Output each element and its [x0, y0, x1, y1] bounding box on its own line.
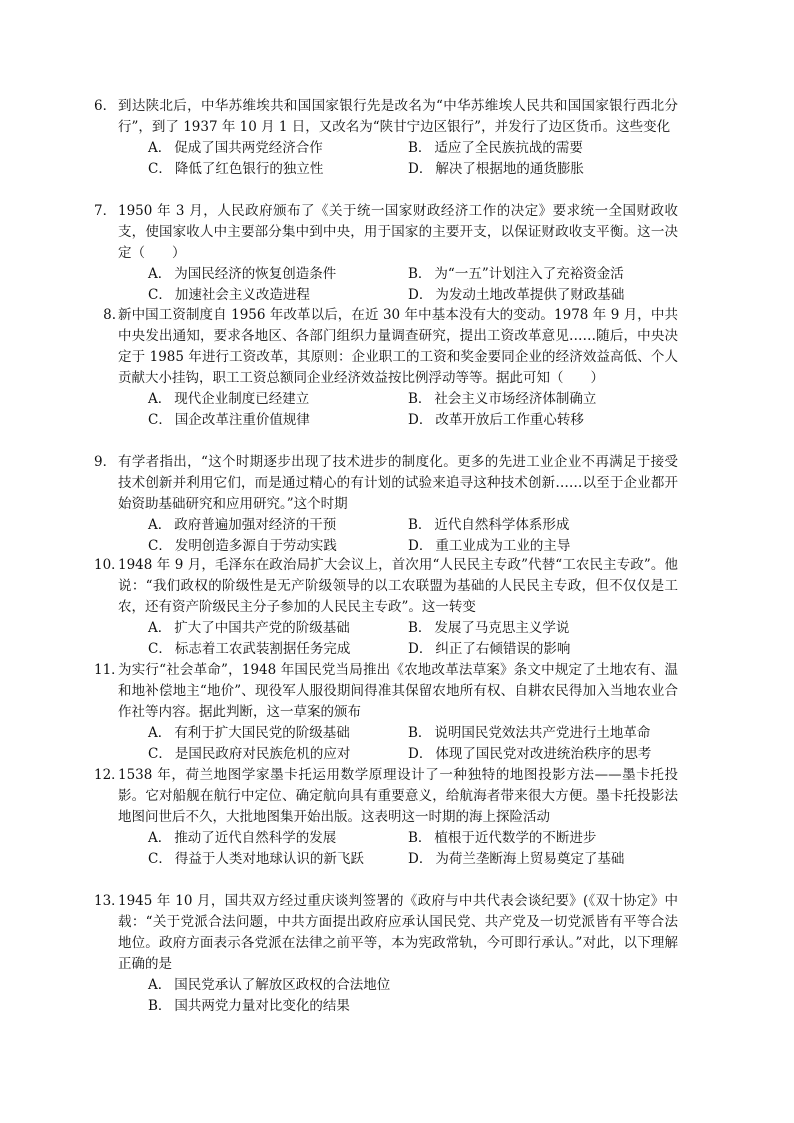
option-c: C． 发明创造多源自于劳动实践 — [148, 538, 337, 554]
option-b: B． 说明国民党效法共产党进行土地革命 — [408, 725, 651, 741]
option-c: C． 标志着工农武装割据任务完成 — [148, 641, 351, 657]
option-b: B． 发展了马克思主义学说 — [408, 620, 570, 636]
option-list — [148, 975, 678, 1017]
question-9 — [94, 452, 678, 557]
option-a: A． 现代企业制度已经建立 — [148, 391, 310, 407]
option-a: A． 推动了近代自然科学的发展 — [148, 830, 337, 846]
option-list — [148, 618, 678, 660]
question-number: 13． — [94, 893, 125, 909]
option-a: A． 国民党承认了解放区政权的合法地位 — [148, 977, 391, 993]
question-stem: 1948 年 9 月，毛泽东在政治局扩大会议上，首次用“人民民主专政”代替“工农民主专政”。他说：“我们政权的阶级性是无产阶级领导的以工农联盟为基础的人民民主专政，但不仅仅是工农，还有资产阶级民主分子参加的人民民主专政”。这一转变 — [118, 557, 678, 615]
option-c: C． 国企改革注重价值规律 — [148, 412, 310, 428]
option-b: B． 为“一五”计划注入了充裕资金活 — [408, 266, 624, 282]
question-number: 11． — [94, 662, 125, 678]
option-a: A． 有利于扩大国民党的阶级基础 — [148, 725, 350, 741]
question-8 — [103, 305, 678, 431]
question-10 — [94, 555, 678, 660]
question-stem: 为实行“社会革命”，1948 年国民党当局推出《农地改革法草案》条文中规定了土地农有、温和地补偿地主“地价”、现役军人服役期间得准其保留农地所有权、自耕农民得加入当地农业合作社等内容。据此判断，这一草案的颁布 — [118, 662, 678, 720]
question-stem: 新中国工资制度自 1956 年改革以后，在近 30 年中基本没有大的变动。1978 年 9 月，中共中央发出通知，要求各地区、各部门组织力量调查研究，提出工资改革意见……随后，中央决定于 1985 年进行工资改革，其原则：企业职工的工资和奖金要同企业的经济效益高低、个人贡献大小挂钩，职工工资总额同企业经济效益按比例浮动等等。据此可知（ ） — [118, 307, 678, 386]
option-a: A． 政府普遍加强对经济的干预 — [148, 517, 337, 533]
question-stem: 有学者指出，“这个时期逐步出现了技术进步的制度化。更多的先进工业企业不再满足于接受技术创新并利用它们，而是通过精心的有计划的试验来追寻这种技术创新……以至于企业都开始资助基础研究和应用研究。”这个时期 — [118, 454, 678, 512]
question-stem: 1945 年 10 月，国共双方经过重庆谈判签署的《政府与中共代表会谈纪要》(《双十协定》中载：“关于党派合法问题，中共方面提出政府应承认国民党、共产党及一切党派皆有平等合法地位。政府方面表示各党派在法律之前平等，本为宪政常轨，今可即行承认。”对此，以下理解正确的是 — [118, 893, 678, 972]
option-list — [148, 723, 678, 765]
question-stem: 1950 年 3 月，人民政府颁布了《关于统一国家财政经济工作的决定》要求统一全国财政收支，使国家收人中主要部分集中到中央，用于国家的主要开支，以保证财政收支平衡。这一决定（ ） — [118, 203, 678, 261]
option-d: D． 解决了根据地的通货膨胀 — [408, 161, 584, 177]
option-b: B． 植根于近代数学的不断进步 — [408, 830, 597, 846]
question-stem: 到达陕北后，中华苏维埃共和国国家银行先是改名为“中华苏维埃人民共和国国家银行西北分行”，到了 1937 年 10 月 1 日，又改名为“陕甘宁边区银行”，并发行了边区货币。这些变化 — [118, 98, 678, 135]
option-list — [148, 264, 678, 306]
option-d: D． 重工业成为工业的主导 — [408, 538, 571, 554]
question-7 — [94, 201, 678, 306]
option-c: C． 得益于人类对地球认识的新飞跃 — [148, 851, 364, 867]
question-stem: 1538 年，荷兰地图学家墨卡托运用数学原理设计了一种独特的地图投影方法——墨卡托投影。它对船舰在航行中定位、确定航向具有重要意义，给航海者带来很大方便。墨卡托投影法地图问世后不久，大批地图集开始出版。这表明这一时期的海上探险活动 — [118, 767, 678, 825]
option-b: B． 适应了全民族抗战的需要 — [408, 140, 583, 156]
option-list — [148, 138, 678, 180]
option-d: D． 纠正了右倾错误的影响 — [408, 641, 571, 657]
option-d: D． 改革开放后工作重心转移 — [408, 412, 584, 428]
option-a: A． 扩大了中国共产党的阶级基础 — [148, 620, 350, 636]
option-b: B． 国共两党力量对比变化的结果 — [148, 998, 350, 1014]
option-d: D． 为发动土地改革提供了财政基础 — [408, 287, 625, 303]
question-13 — [94, 891, 678, 1017]
option-list — [148, 389, 678, 431]
question-number: 8. — [103, 307, 116, 323]
option-b: B． 近代自然科学体系形成 — [408, 517, 570, 533]
option-d: D． 体现了国民党对改进统治秩序的思考 — [408, 746, 652, 762]
option-d: D． 为荷兰垄断海上贸易奠定了基础 — [408, 851, 625, 867]
option-list — [148, 515, 678, 557]
question-number: 10． — [94, 557, 125, 573]
question-number: 7． — [94, 203, 117, 219]
option-a: A． 促成了国共两党经济合作 — [148, 140, 323, 156]
question-12 — [94, 765, 678, 870]
option-c: C． 是国民政府对民族危机的应对 — [148, 746, 351, 762]
option-b: B． 社会主义市场经济体制确立 — [408, 391, 597, 407]
option-a: A． 为国民经济的恢复创造条件 — [148, 266, 337, 282]
question-number: 9． — [94, 454, 117, 470]
question-number: 6． — [94, 98, 117, 114]
option-c: C． 降低了红色银行的独立性 — [148, 161, 324, 177]
question-6 — [94, 96, 678, 180]
question-11 — [94, 660, 678, 765]
question-number: 12． — [94, 767, 125, 783]
option-list — [148, 828, 678, 870]
option-c: C． 加速社会主义改造进程 — [148, 287, 310, 303]
